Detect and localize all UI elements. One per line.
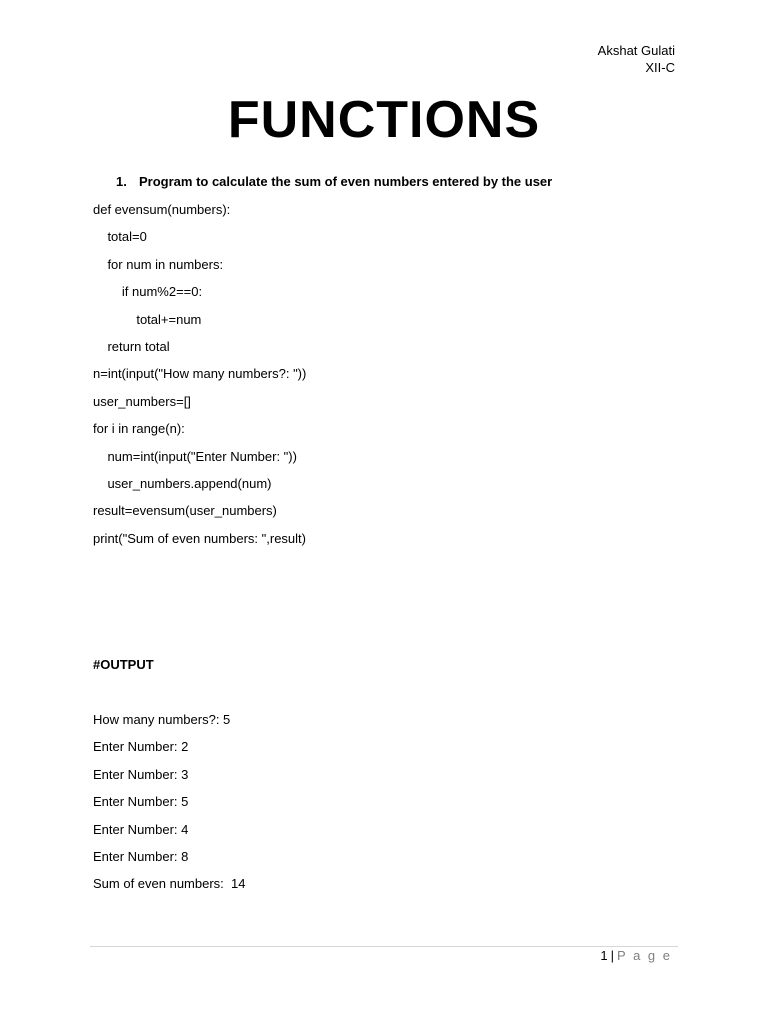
- question-text: Program to calculate the sum of even numbers entered by the user: [139, 174, 553, 189]
- code-line: result=evensum(user_numbers): [93, 503, 277, 519]
- code-line: user_numbers=[]: [93, 393, 191, 409]
- question-heading: [116, 174, 552, 189]
- document-title: FUNCTIONS: [227, 91, 541, 149]
- page-footer: [600, 948, 672, 963]
- code-line: for num in numbers:: [93, 256, 224, 272]
- footer-separator: |: [610, 948, 615, 963]
- code-line: return total: [93, 338, 170, 354]
- output-line: Enter Number: 3: [93, 766, 189, 782]
- output-line: Enter Number: 5: [93, 794, 189, 810]
- code-line: if num%2==0:: [93, 284, 203, 300]
- code-line: print("Sum of even numbers: ",result): [93, 530, 306, 546]
- code-line: user_numbers.append(num): [93, 475, 272, 491]
- code-line: total=0: [93, 229, 147, 245]
- class-label: XII-C: [645, 60, 675, 75]
- code-line: num=int(input("Enter Number: ")): [93, 448, 297, 464]
- footer-divider: [90, 946, 678, 947]
- code-line: def evensum(numbers):: [93, 202, 231, 217]
- output-line: Enter Number: 2: [93, 739, 189, 755]
- page-word: P a g e: [617, 948, 672, 963]
- output-line: Enter Number: 4: [93, 821, 189, 837]
- page-header: [598, 42, 675, 76]
- output-line: How many numbers?: 5: [93, 712, 231, 727]
- output-heading: #OUTPUT: [93, 657, 154, 672]
- output-line: Sum of even numbers: 14: [93, 876, 246, 892]
- page-number: 1: [600, 948, 608, 963]
- output-block: [93, 711, 245, 903]
- code-line: total+=num: [93, 311, 202, 327]
- author-name: Akshat Gulati: [597, 43, 675, 58]
- code-line: for i in range(n):: [93, 421, 185, 437]
- question-number: 1.: [116, 174, 127, 189]
- output-line: Enter Number: 8: [93, 848, 189, 864]
- code-block: [93, 201, 306, 557]
- code-line: n=int(input("How many numbers?: ")): [93, 366, 307, 382]
